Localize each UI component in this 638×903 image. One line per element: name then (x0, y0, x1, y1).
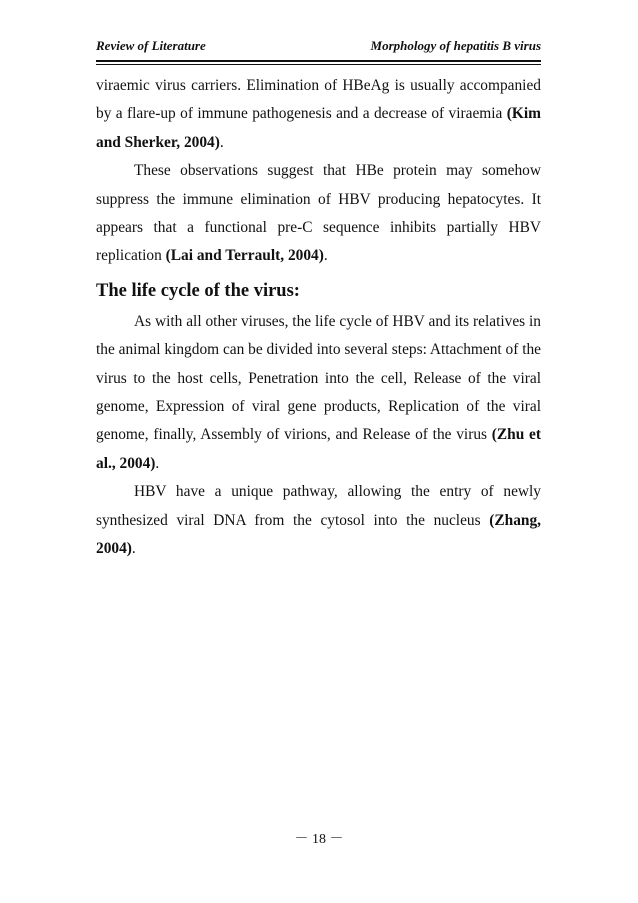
paragraph-4-end: . (131, 540, 136, 558)
header-rule-thin (96, 64, 541, 65)
header-chapter-title: Morphology of hepatitis B virus (370, 38, 541, 53)
section-heading: The life cycle of the virus: (96, 280, 300, 301)
paragraph-2-text: These observations suggest that HBe protein may somehow suppress the immune elimination of HBV producing hepatocytes. It appears that a functional pre-C sequence inhibits partially HBV replication (96, 162, 541, 265)
paragraph-3 (96, 308, 541, 478)
header-rule-thick (96, 60, 541, 62)
paragraph-1-end: . (219, 133, 224, 151)
paragraph-1 (96, 72, 541, 157)
citation: (Kim and Sherker, 2004) (96, 105, 541, 151)
header-section-title: Review of Literature (96, 38, 206, 53)
paragraph-3-end: . (155, 454, 160, 472)
paragraph-3-text: As with all other viruses, the life cycle of HBV and its relatives in the animal kingdom can be divided into several steps: Attachment of the virus to the host cells, Penetration into the cell, Release of the viral genome, Expression of viral gene products, Replication of the viral genome, finally, Assembly of virions, and Release of the virus (96, 312, 541, 444)
paragraph-2 (96, 157, 541, 271)
paragraph-1-text: viraemic virus carriers. Elimination of HBeAg is usually accompanied by a flare-up of immune pathogenesis and a decrease of viraemia (96, 77, 541, 123)
citation: (Zhu et al., 2004) (96, 426, 541, 472)
paragraph-4-text: HBV have a unique pathway, allowing the entry of newly synthesized viral DNA from the cytosol into the nucleus (96, 483, 541, 529)
body-text (96, 72, 541, 564)
citation: (Lai and Terrault, 2004) (165, 247, 324, 265)
running-header (96, 38, 541, 58)
paragraph-4 (96, 478, 541, 563)
paragraph-2-end: . (323, 247, 328, 265)
citation: (Zhang, 2004) (96, 511, 541, 558)
page-number: － 18 － (294, 832, 344, 847)
